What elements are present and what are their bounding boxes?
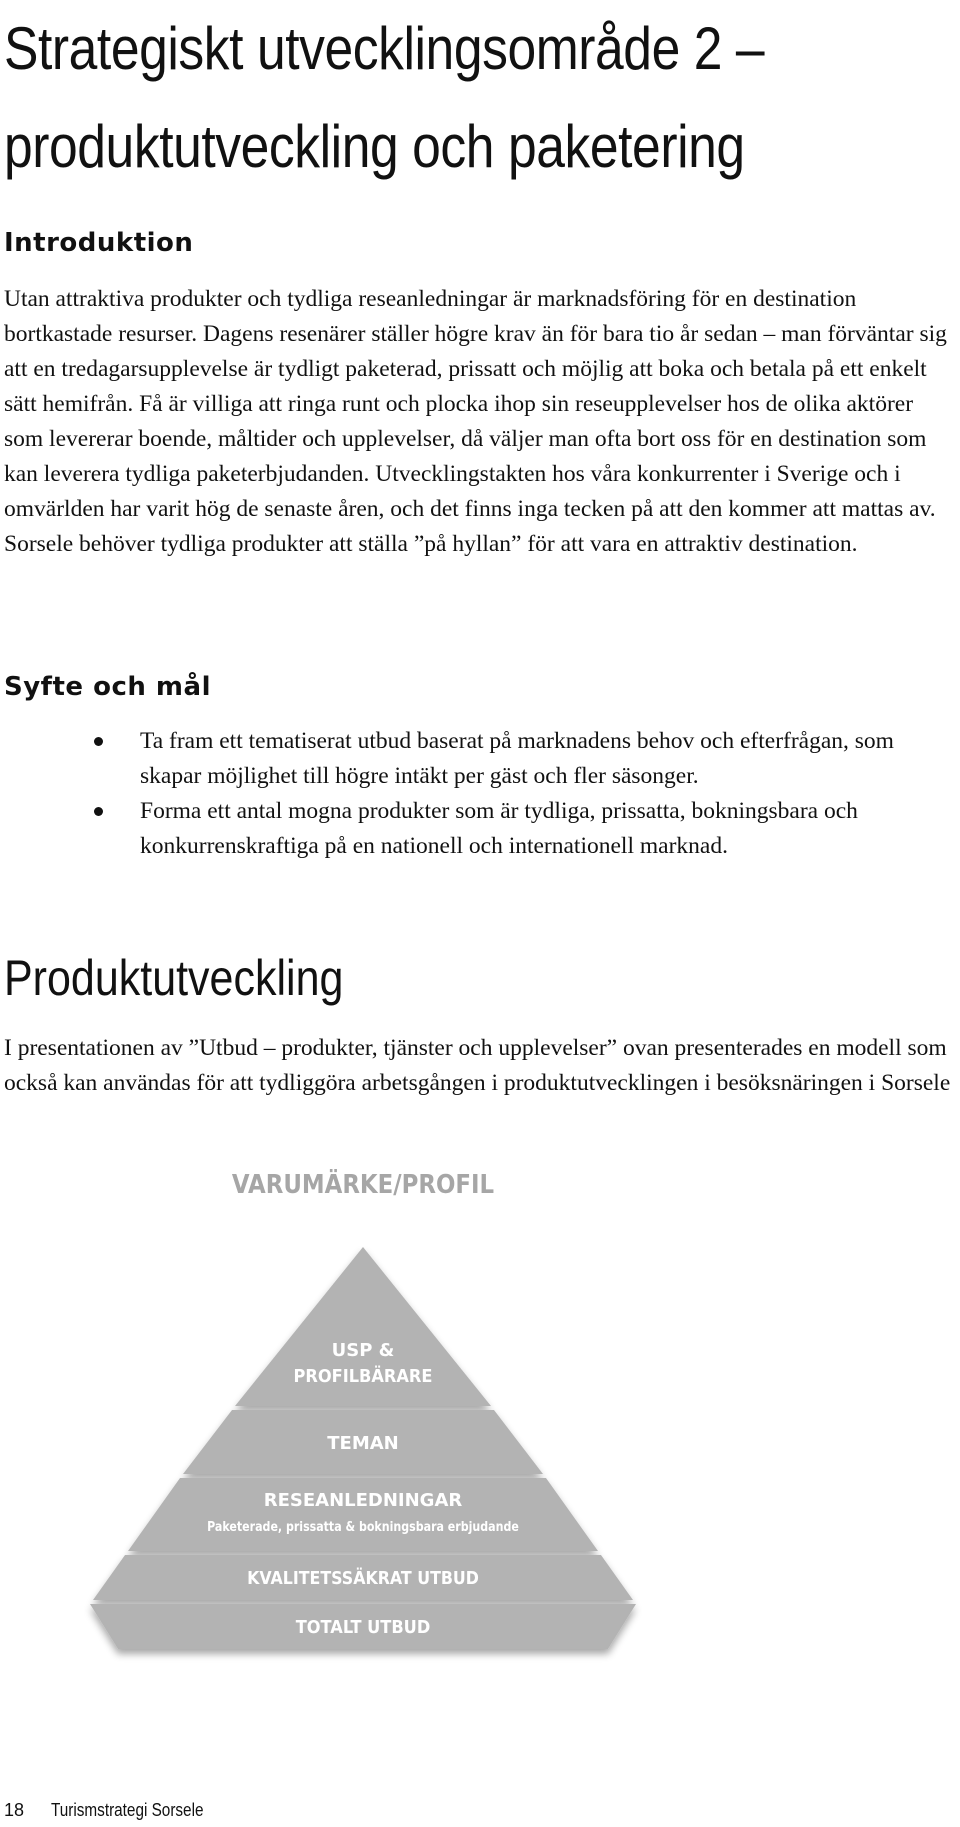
goal-text-1: Ta fram ett tematiserat utbud baserat på marknadens behov och efterfrågan, som skapar möjlighet till högre intäkt per gäst och fler säsonger. [140, 728, 894, 789]
tier-usp-line-2: PROFILBÄRARE [293, 1366, 433, 1388]
intro-paragraph [4, 282, 954, 562]
tier-reseanledningar-sub: Paketerade, prissatta & bokningsbara erbjudande [207, 1519, 519, 1535]
product-dev-text: I presentationen av ”Utbud – produkter, tjänster och upplevelser” ovan presenterades en modell som också kan användas för att tydliggöra arbetsgången i produktutvecklingen i besöksnäringen i Sorsele [4, 1035, 951, 1096]
goal-text-2: Forma ett antal mogna produkter som är tydliga, prissatta, bokningsbara och konkurrenskraftiga på en nationell och internationell marknad. [140, 798, 858, 859]
tier-reseanledningar-label: RESEANLEDNINGAR [263, 1490, 463, 1511]
page-title-line-1: Strategiskt utvecklingsområde 2 – [4, 15, 765, 82]
list-item [90, 794, 950, 864]
tier-teman-label: TEMAN [327, 1433, 399, 1454]
pyramid-tier-reseanledningar [128, 1478, 598, 1551]
bullet-icon [94, 737, 103, 746]
tier-kvalitet-label: KVALITETSSÄKRAT UTBUD [247, 1567, 479, 1589]
goals-heading: Syfte och mål [4, 672, 211, 702]
intro-text: Utan attraktiva produkter och tydliga reseanledningar är marknadsföring för en destination bortkastade resurser. Dagens resenärer ställer högre krav än för bara tio år sedan – man förväntar sig att en tredagarsupplevelse är tydligt paketerad, prissatt och möjlig att boka och betala på ett enkelt sätt hemifrån. Få är villiga att ringa runt och plocka ihop sin reseupplevelser hos de olika aktörer som levererar boende, måltider och upplevelser, då väljer man ofta bort oss för en destination som kan leverera tydliga paketerbjudanden. Utvecklingstakten hos våra konkurrenter i Sverige och i omvärlden har varit hög de senaste åren, och det finns inga tecken på att den kommer att mattas av. Sorsele behöver tydliga produkter att ställa ”på hyllan” för att vara en attraktiv destination. [4, 286, 947, 557]
page-footer [4, 1800, 230, 1821]
product-dev-heading: Produktutveckling [4, 950, 344, 1006]
tier-usp-line-1: USP & [331, 1340, 395, 1361]
page-number: 18 [4, 1800, 25, 1820]
pyramid-top-label: VARUMÄRKE/PROFIL [231, 1168, 495, 1200]
goals-list [90, 724, 950, 864]
tier-totalt-label: TOTALT UTBUD [295, 1617, 431, 1639]
page-title-line-2: produktutveckling och paketering [4, 113, 745, 180]
intro-heading: Introduktion [4, 228, 194, 258]
list-item [90, 724, 950, 794]
page-title [4, 0, 950, 196]
footer-doc-title: Turismstrategi Sorsele [51, 1800, 204, 1820]
bullet-icon [94, 807, 103, 816]
product-dev-paragraph [4, 1031, 954, 1101]
pyramid-diagram [0, 1160, 960, 1690]
